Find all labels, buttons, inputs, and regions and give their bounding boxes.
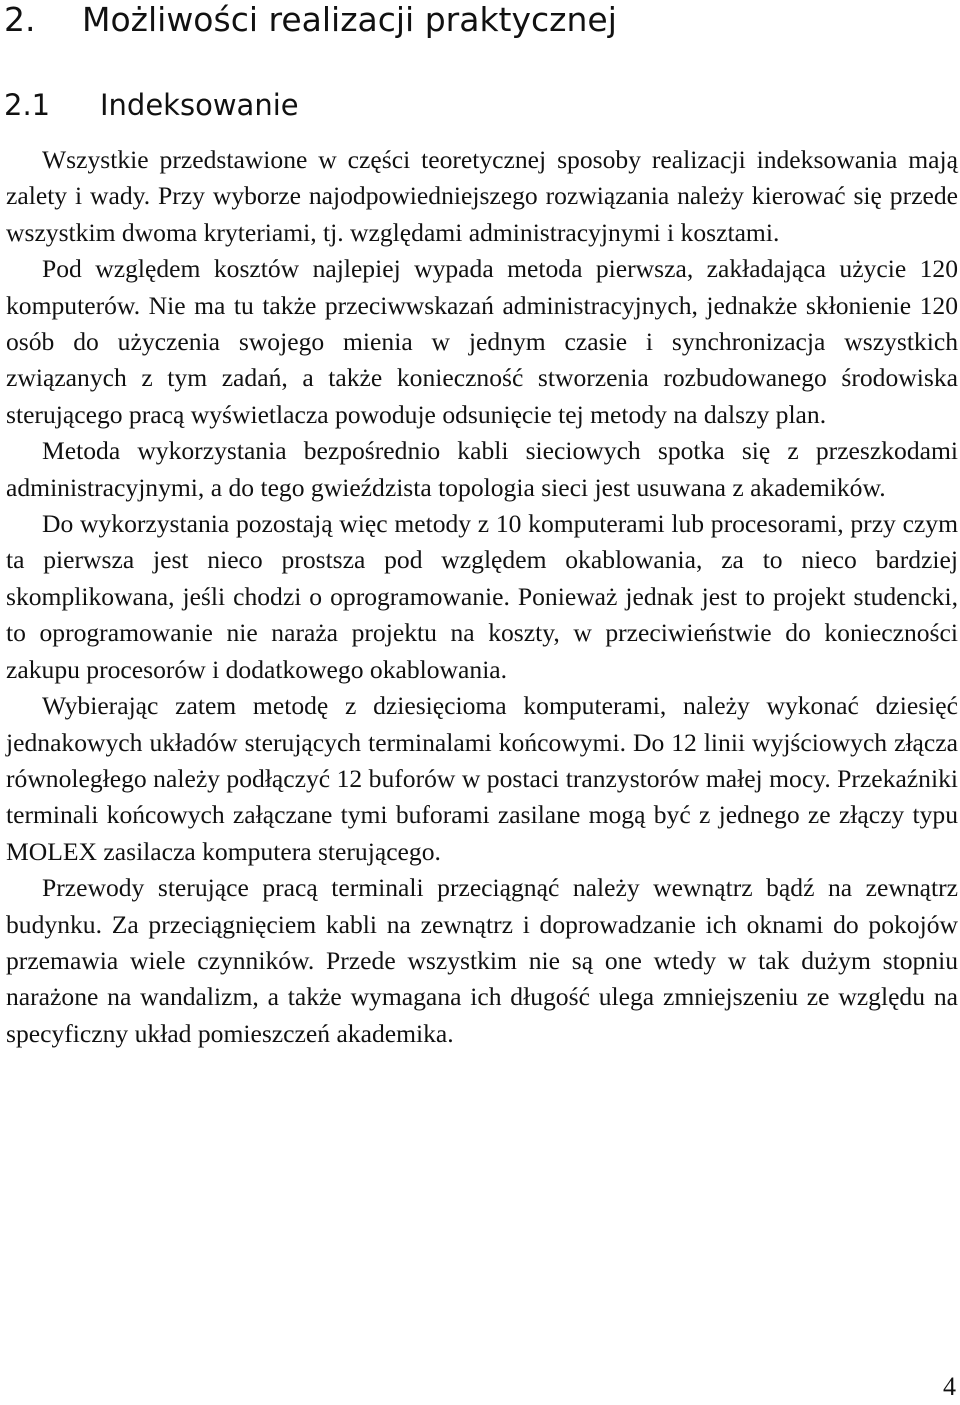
paragraph: Metoda wykorzystania bezpośrednio kabli sieciowych spotka się z przeszkodami administracyjnymi, a do tego gwieździsta topologia sieci jest usuwana z akademików. <box>6 436 958 502</box>
section-number: 2. <box>4 0 36 39</box>
paragraph: Wszystkie przedstawione w części teoretycznej sposoby realizacji indeksowania mają zalety i wady. Przy wyborze najodpowiedniejszego rozwiązania należy kierować się przede wszystkim dwoma kryteriami, tj. względami administracyjnymi i kosztami. <box>6 145 958 247</box>
body-text <box>6 142 958 1052</box>
subsection-title: Indeksowanie <box>100 88 299 122</box>
subsection-heading <box>4 86 299 124</box>
page-number: 4 <box>943 1372 956 1401</box>
subsection-number: 2.1 <box>4 88 51 122</box>
section-heading <box>4 0 617 40</box>
paragraph: Przewody sterujące pracą terminali przeciągnąć należy wewnątrz bądź na zewnątrz budynku. Za przeciągnięciem kabli na zewnątrz i doprowadzanie ich oknami do pokojów przemawia wiele czynników. Przede wszystkim nie są one wtedy w tak dużym stopniu narażone na wandalizm, a także wymagana ich długość ulega zmniejszeniu ze względu na specyficzny układ pomieszczeń akademika. <box>6 873 958 1048</box>
paragraph: Wybierając zatem metodę z dziesięcioma komputerami, należy wykonać dziesięć jednakowych układów sterujących terminalami końcowymi. Do 12 linii wyjściowych złącza równoległego należy podłączyć 12 buforów w postaci tranzystorów małej mocy. Przekaźniki terminali końcowych załączane tymi buforami zasilane mogą być z jednego ze złączy typu MOLEX zasilacza komputera sterującego. <box>6 691 958 866</box>
paragraph: Do wykorzystania pozostają więc metody z 10 komputerami lub procesorami, przy czym ta pierwsza jest nieco prostsza pod względem okablowania, za to nieco bardziej skomplikowana, jeśli chodzi o oprogramowanie. Ponieważ jednak jest to projekt studencki, to oprogramowanie nie naraża projektu na koszty, w przeciwieństwie do konieczności zakupu procesorów i dodatkowego okablowania. <box>6 509 958 684</box>
paragraph: Pod względem kosztów najlepiej wypada metoda pierwsza, zakładająca użycie 120 komputerów. Nie ma tu także przeciwwskazań administracyjnych, jednakże skłonienie 120 osób do użyczenia swojego mienia w jednym czasie i synchronizacja wszystkich związanych z tym zadań, a także konieczność stworzenia rozbudowanego środowiska sterującego pracą wyświetlacza powoduje odsunięcie tej metody na dalszy plan. <box>6 254 958 429</box>
section-title: Możliwości realizacji praktycznej <box>82 0 617 39</box>
